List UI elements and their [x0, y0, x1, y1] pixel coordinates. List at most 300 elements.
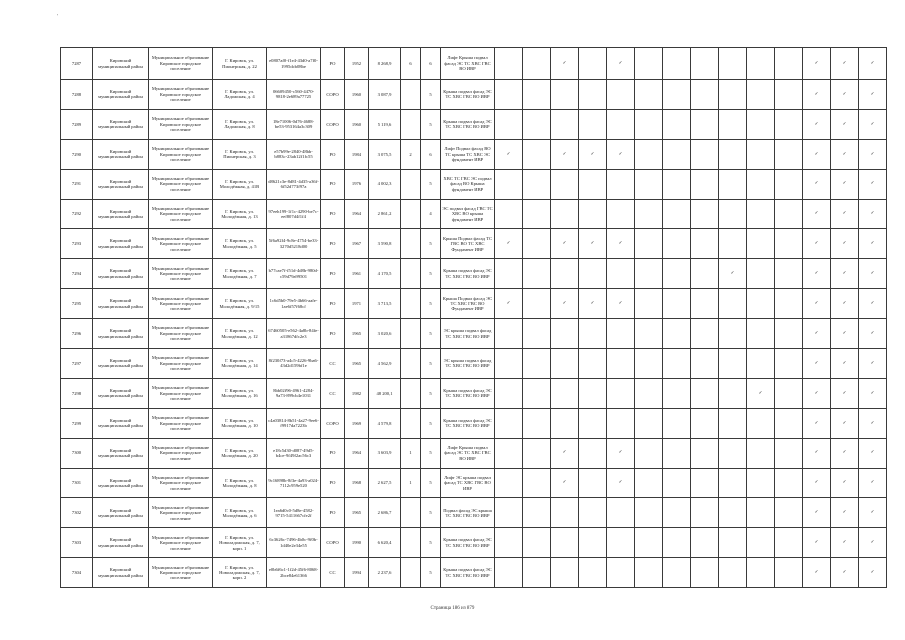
- floors-cell: 5: [421, 80, 441, 110]
- elevators-cell: [401, 289, 421, 319]
- build-year-cell: 1965: [345, 349, 369, 379]
- works-cell: ЭС крыша подвал фасад ТС ХВС ГВС ВО ИВР: [441, 349, 495, 379]
- check-cell-9: [719, 109, 747, 139]
- check-cell-1: [495, 319, 523, 349]
- district-cell: Кировский муниципальный район: [93, 408, 149, 438]
- check-cell-3: [551, 378, 579, 408]
- build-year-cell: 1964: [345, 199, 369, 229]
- check-cell-13: [831, 259, 859, 289]
- checkmark-icon: ✓: [870, 450, 875, 456]
- table-row: [61, 528, 887, 558]
- check-cell-8: [691, 109, 719, 139]
- check-cell-9: [719, 80, 747, 110]
- check-cell-6: [635, 528, 663, 558]
- check-cell-7: [663, 498, 691, 528]
- floors-cell: 5: [421, 109, 441, 139]
- check-cell-12: [803, 229, 831, 259]
- floors-cell: 5: [421, 498, 441, 528]
- municipality-cell: Муниципальное образование Кировское городское поселение: [149, 199, 213, 229]
- check-cell-5: [607, 438, 635, 468]
- table-row: [61, 319, 887, 349]
- check-cell-7: [663, 289, 691, 319]
- table-row: [61, 80, 887, 110]
- check-cell-4: [579, 498, 607, 528]
- check-cell-12: [803, 498, 831, 528]
- checkmark-icon: ✓: [842, 450, 847, 456]
- check-cell-11: [775, 80, 803, 110]
- checkmark-icon: ✓: [870, 569, 875, 575]
- check-cell-14: [859, 259, 887, 289]
- check-cell-1: [495, 378, 523, 408]
- check-cell-8: [691, 229, 719, 259]
- checkmark-icon: ✓: [758, 390, 763, 396]
- check-cell-7: [663, 319, 691, 349]
- check-cell-13: [831, 558, 859, 588]
- check-cell-5: [607, 139, 635, 169]
- floors-cell: 5: [421, 229, 441, 259]
- table-row: [61, 349, 887, 379]
- works-cell: Крыша Подвал фасад ТС ГВС ВО ТС ХВС Фундамент ИВР: [441, 229, 495, 259]
- area-cell: 48 200,1: [369, 378, 401, 408]
- elevators-cell: 1: [401, 468, 421, 498]
- guid-cell: b77cae7f-f51d-4d8b-980d-c59d79a99501: [267, 259, 321, 289]
- checkmark-icon: ✓: [618, 241, 623, 247]
- wall-material-cell: РО: [321, 319, 345, 349]
- checkmark-icon: ✓: [870, 360, 875, 366]
- check-cell-13: [831, 169, 859, 199]
- row-number: 7287: [61, 48, 93, 80]
- check-cell-4: [579, 378, 607, 408]
- check-cell-11: [775, 528, 803, 558]
- build-year-cell: 1965: [345, 319, 369, 349]
- check-cell-1: [495, 438, 523, 468]
- checkmark-icon: ✓: [814, 271, 819, 277]
- floors-cell: 5: [421, 378, 441, 408]
- check-cell-5: [607, 229, 635, 259]
- check-cell-3: [551, 528, 579, 558]
- check-cell-10: [747, 378, 775, 408]
- check-cell-13: [831, 80, 859, 110]
- table-row: [61, 438, 887, 468]
- check-cell-4: [579, 349, 607, 379]
- elevators-cell: [401, 80, 421, 110]
- check-cell-3: [551, 438, 579, 468]
- check-cell-6: [635, 498, 663, 528]
- works-cell: Крыша подвал фасад ЭС ТС ХВС ГВС ВО ИВР: [441, 408, 495, 438]
- check-cell-13: [831, 408, 859, 438]
- check-cell-5: [607, 319, 635, 349]
- check-cell-13: [831, 378, 859, 408]
- checkmark-icon: ✓: [506, 151, 511, 157]
- checkmark-icon: ✓: [562, 60, 567, 66]
- check-cell-9: [719, 349, 747, 379]
- checkmark-icon: ✓: [842, 91, 847, 97]
- check-cell-14: [859, 169, 887, 199]
- check-cell-12: [803, 528, 831, 558]
- check-cell-7: [663, 468, 691, 498]
- address-cell: Г. Кировск, ул. Молодёжная, д. 16: [213, 378, 267, 408]
- address-cell: Г. Кировск, ул. Молодёжная, д. 6: [213, 498, 267, 528]
- checkmark-icon: ✓: [814, 390, 819, 396]
- checkmark-icon: ✓: [562, 450, 567, 456]
- checkmark-icon: ✓: [814, 211, 819, 217]
- check-cell-8: [691, 80, 719, 110]
- table-row: [61, 109, 887, 139]
- wall-material-cell: РО: [321, 169, 345, 199]
- district-cell: Кировский муниципальный район: [93, 139, 149, 169]
- build-year-cell: 1952: [345, 48, 369, 80]
- build-year-cell: 1971: [345, 289, 369, 319]
- check-cell-9: [719, 438, 747, 468]
- floors-cell: 5: [421, 468, 441, 498]
- address-cell: Г. Кировск, ул. Молодёжная, д. 13: [213, 199, 267, 229]
- district-cell: Кировский муниципальный район: [93, 80, 149, 110]
- check-cell-1: [495, 259, 523, 289]
- check-cell-5: [607, 169, 635, 199]
- check-cell-4: [579, 408, 607, 438]
- check-cell-13: [831, 349, 859, 379]
- check-cell-3: [551, 498, 579, 528]
- checkmark-icon: ✓: [814, 420, 819, 426]
- area-cell: 4 562,9: [369, 349, 401, 379]
- area-cell: 4 170,5: [369, 259, 401, 289]
- checkmark-icon: ✓: [870, 91, 875, 97]
- floors-cell: 5: [421, 558, 441, 588]
- check-cell-12: [803, 139, 831, 169]
- municipality-cell: Муниципальное образование Кировское городское поселение: [149, 80, 213, 110]
- checkmark-icon: ✓: [870, 480, 875, 486]
- check-cell-5: [607, 259, 635, 289]
- checkmark-icon: ✓: [870, 420, 875, 426]
- check-cell-10: [747, 498, 775, 528]
- checkmark-icon: ✓: [870, 271, 875, 277]
- checkmark-icon: ✓: [870, 151, 875, 157]
- checkmark-icon: ✓: [506, 241, 511, 247]
- check-cell-6: [635, 139, 663, 169]
- checkmark-icon: ✓: [506, 300, 511, 306]
- guid-cell: 1ea6d0c0-5d8e-4582-9715-5411667cfe2f: [267, 498, 321, 528]
- area-cell: 3 020,6: [369, 319, 401, 349]
- check-cell-14: [859, 528, 887, 558]
- build-year-cell: 1984: [345, 139, 369, 169]
- works-cell: Крыша Подвал фасад ЭС ТС ХВС ГВС ВО Фундамент ИВР: [441, 289, 495, 319]
- check-cell-3: [551, 139, 579, 169]
- municipality-cell: Муниципальное образование Кировское городское поселение: [149, 558, 213, 588]
- row-number: 7303: [61, 528, 93, 558]
- check-cell-2: [523, 48, 551, 80]
- checkmark-icon: ✓: [814, 91, 819, 97]
- elevators-cell: [401, 199, 421, 229]
- check-cell-14: [859, 48, 887, 80]
- check-cell-9: [719, 558, 747, 588]
- elevators-cell: [401, 169, 421, 199]
- check-cell-1: [495, 169, 523, 199]
- check-cell-3: [551, 349, 579, 379]
- checkmark-icon: ✓: [618, 60, 623, 66]
- guid-cell: 97eeh199-1f1c-4290-be7c-eef807d4f1f4: [267, 199, 321, 229]
- check-cell-1: [495, 199, 523, 229]
- check-cell-8: [691, 408, 719, 438]
- checkmark-icon: ✓: [842, 420, 847, 426]
- municipality-cell: Муниципальное образование Кировское городское поселение: [149, 438, 213, 468]
- check-cell-9: [719, 468, 747, 498]
- check-cell-12: [803, 199, 831, 229]
- check-cell-14: [859, 378, 887, 408]
- checkmark-icon: ✓: [590, 241, 595, 247]
- checkmark-icon: ✓: [814, 300, 819, 306]
- check-cell-12: [803, 169, 831, 199]
- check-cell-11: [775, 349, 803, 379]
- checkmark-icon: ✓: [842, 211, 847, 217]
- elevators-cell: [401, 378, 421, 408]
- table-row: [61, 289, 887, 319]
- floors-cell: 5: [421, 349, 441, 379]
- check-cell-2: [523, 139, 551, 169]
- checkmark-icon: ✓: [842, 540, 847, 546]
- check-cell-4: [579, 169, 607, 199]
- works-cell: Крыша подвал фасад ЭС ТС ХВС ГВС ВО ИВР: [441, 528, 495, 558]
- table-row: [61, 139, 887, 169]
- floors-cell: 5: [421, 438, 441, 468]
- district-cell: Кировский муниципальный район: [93, 259, 149, 289]
- check-cell-7: [663, 349, 691, 379]
- table-row: [61, 229, 887, 259]
- check-cell-9: [719, 498, 747, 528]
- check-cell-6: [635, 259, 663, 289]
- build-year-cell: 1961: [345, 259, 369, 289]
- check-cell-5: [607, 349, 635, 379]
- row-number: 7298: [61, 378, 93, 408]
- check-cell-13: [831, 468, 859, 498]
- checkmark-icon: ✓: [618, 151, 623, 157]
- check-cell-14: [859, 438, 887, 468]
- checkmark-icon: ✓: [842, 390, 847, 396]
- check-cell-3: [551, 408, 579, 438]
- guid-cell: 06609450-c560-4470-9818-2e689a77725: [267, 80, 321, 110]
- check-cell-1: [495, 289, 523, 319]
- elevators-cell: [401, 109, 421, 139]
- checkmark-icon: ✓: [870, 510, 875, 516]
- check-cell-6: [635, 438, 663, 468]
- works-cell: Лифт Крыша подвал фасад ЭС ТС ХВС ГВС ВО ИВР: [441, 48, 495, 80]
- check-cell-3: [551, 558, 579, 588]
- check-cell-1: [495, 528, 523, 558]
- build-year-cell: 1969: [345, 408, 369, 438]
- checkmark-icon: ✓: [842, 569, 847, 575]
- check-cell-4: [579, 139, 607, 169]
- works-cell: Лифт ЭС крыша подвал фасад ТС ХВС ГВС ВО ИВР: [441, 468, 495, 498]
- area-cell: 3 087,9: [369, 80, 401, 110]
- municipality-cell: Муниципальное образование Кировское городское поселение: [149, 139, 213, 169]
- area-cell: 3 590,8: [369, 229, 401, 259]
- check-cell-2: [523, 199, 551, 229]
- check-cell-6: [635, 80, 663, 110]
- area-cell: 8 268,9: [369, 48, 401, 80]
- elevators-cell: [401, 229, 421, 259]
- register-table: [60, 47, 887, 588]
- area-cell: 2 627,5: [369, 468, 401, 498]
- build-year-cell: 1968: [345, 468, 369, 498]
- checkmark-icon: ✓: [842, 360, 847, 366]
- checkmark-icon: ✓: [618, 450, 623, 456]
- check-cell-2: [523, 528, 551, 558]
- table-row: [61, 408, 887, 438]
- check-cell-7: [663, 378, 691, 408]
- row-number: 7290: [61, 139, 93, 169]
- check-cell-7: [663, 199, 691, 229]
- checkmark-icon: ✓: [814, 181, 819, 187]
- checkmark-icon: ✓: [590, 300, 595, 306]
- row-number: 7296: [61, 319, 93, 349]
- check-cell-6: [635, 169, 663, 199]
- guid-cell: c4a03814-8b51-4a27-9ee6-f9917da7223b: [267, 408, 321, 438]
- guid-cell: 1c6d5b0-79e5-4b66-aafe-1ae6f57f68cf: [267, 289, 321, 319]
- checkmark-icon: ✓: [814, 121, 819, 127]
- wall-material-cell: СС: [321, 349, 345, 379]
- check-cell-2: [523, 229, 551, 259]
- wall-material-cell: СС: [321, 378, 345, 408]
- check-cell-10: [747, 80, 775, 110]
- check-cell-14: [859, 319, 887, 349]
- check-cell-9: [719, 528, 747, 558]
- area-cell: 3 713,5: [369, 289, 401, 319]
- check-cell-10: [747, 259, 775, 289]
- check-cell-5: [607, 408, 635, 438]
- checkmark-icon: ✓: [870, 211, 875, 217]
- wall-material-cell: РО: [321, 259, 345, 289]
- district-cell: Кировский муниципальный район: [93, 438, 149, 468]
- table-row: [61, 48, 887, 80]
- build-year-cell: 1960: [345, 109, 369, 139]
- wall-material-cell: СОРО: [321, 528, 345, 558]
- check-cell-4: [579, 528, 607, 558]
- area-cell: 3 075,5: [369, 139, 401, 169]
- check-cell-12: [803, 259, 831, 289]
- build-year-cell: 1994: [345, 558, 369, 588]
- check-cell-2: [523, 349, 551, 379]
- wall-material-cell: РО: [321, 438, 345, 468]
- district-cell: Кировский муниципальный район: [93, 528, 149, 558]
- guid-cell: e0807af0-f1e4-43d0-a7f0-1995dcb08be: [267, 48, 321, 80]
- check-cell-13: [831, 498, 859, 528]
- build-year-cell: 1976: [345, 169, 369, 199]
- table-row: [61, 558, 887, 588]
- check-cell-7: [663, 48, 691, 80]
- address-cell: Г. Кировск, ул. Молодёжная, д. 10: [213, 408, 267, 438]
- check-cell-6: [635, 408, 663, 438]
- build-year-cell: 1960: [345, 80, 369, 110]
- check-cell-14: [859, 229, 887, 259]
- works-cell: Крыша подвал фасад ЭС ТС ХВС ГВС ВО ИВР: [441, 80, 495, 110]
- check-cell-9: [719, 139, 747, 169]
- wall-material-cell: РО: [321, 48, 345, 80]
- check-cell-2: [523, 169, 551, 199]
- check-cell-3: [551, 289, 579, 319]
- municipality-cell: Муниципальное образование Кировское городское поселение: [149, 349, 213, 379]
- check-cell-1: [495, 139, 523, 169]
- check-cell-12: [803, 468, 831, 498]
- checkmark-icon: ✓: [842, 271, 847, 277]
- check-cell-1: [495, 109, 523, 139]
- check-cell-11: [775, 408, 803, 438]
- check-cell-13: [831, 109, 859, 139]
- check-cell-13: [831, 199, 859, 229]
- check-cell-4: [579, 48, 607, 80]
- check-cell-5: [607, 528, 635, 558]
- floors-cell: 4: [421, 199, 441, 229]
- municipality-cell: Муниципальное образование Кировское городское поселение: [149, 229, 213, 259]
- check-cell-4: [579, 109, 607, 139]
- check-cell-1: [495, 349, 523, 379]
- check-cell-11: [775, 319, 803, 349]
- check-cell-2: [523, 378, 551, 408]
- checkmark-icon: ✓: [814, 241, 819, 247]
- check-cell-6: [635, 109, 663, 139]
- district-cell: Кировский муниципальный район: [93, 319, 149, 349]
- build-year-cell: 1965: [345, 498, 369, 528]
- elevators-cell: [401, 558, 421, 588]
- floors-cell: 5: [421, 259, 441, 289]
- row-number: 7294: [61, 259, 93, 289]
- address-cell: Г. Кировск, ул. Новоладожская, д. 7, корп. 1: [213, 528, 267, 558]
- check-cell-8: [691, 319, 719, 349]
- elevators-cell: [401, 528, 421, 558]
- check-cell-6: [635, 48, 663, 80]
- check-cell-12: [803, 109, 831, 139]
- elevators-cell: [401, 349, 421, 379]
- municipality-cell: Муниципальное образование Кировское городское поселение: [149, 289, 213, 319]
- checkmark-icon: ✓: [870, 300, 875, 306]
- checkmark-icon: ✓: [842, 330, 847, 336]
- check-cell-14: [859, 558, 887, 588]
- floors-cell: 5: [421, 169, 441, 199]
- check-cell-8: [691, 378, 719, 408]
- checkmark-icon: ✓: [562, 480, 567, 486]
- check-cell-10: [747, 139, 775, 169]
- check-cell-8: [691, 349, 719, 379]
- check-cell-7: [663, 80, 691, 110]
- works-cell: Крыша подвал фасад ЭС ТС ХВС ГВС ВО ИВР: [441, 109, 495, 139]
- checkmark-icon: ✓: [870, 540, 875, 546]
- check-cell-13: [831, 289, 859, 319]
- check-cell-10: [747, 528, 775, 558]
- checkmark-icon: ✓: [814, 60, 819, 66]
- check-cell-10: [747, 349, 775, 379]
- checkmark-icon: ✓: [842, 121, 847, 127]
- district-cell: Кировский муниципальный район: [93, 558, 149, 588]
- check-cell-10: [747, 229, 775, 259]
- works-cell: ЭС крыша подвал фасад ТС ХВС ГВС ВО ИВР: [441, 319, 495, 349]
- check-cell-4: [579, 199, 607, 229]
- municipality-cell: Муниципальное образование Кировское городское поселение: [149, 498, 213, 528]
- check-cell-5: [607, 48, 635, 80]
- guid-cell: 67460505-e562-4a8b-84fe-a31867dfc2e3: [267, 319, 321, 349]
- check-cell-10: [747, 199, 775, 229]
- check-cell-2: [523, 259, 551, 289]
- check-cell-11: [775, 438, 803, 468]
- check-cell-5: [607, 289, 635, 319]
- area-cell: 5 119,6: [369, 109, 401, 139]
- address-cell: Г. Кировск, ул. Молодёжная, д. 5: [213, 229, 267, 259]
- check-cell-5: [607, 199, 635, 229]
- checkmark-icon: ✓: [842, 181, 847, 187]
- address-cell: Г. Кировск, ул. Молодёжная, д. 12: [213, 319, 267, 349]
- check-cell-11: [775, 468, 803, 498]
- check-cell-2: [523, 498, 551, 528]
- check-cell-11: [775, 289, 803, 319]
- elevators-cell: [401, 408, 421, 438]
- check-cell-4: [579, 468, 607, 498]
